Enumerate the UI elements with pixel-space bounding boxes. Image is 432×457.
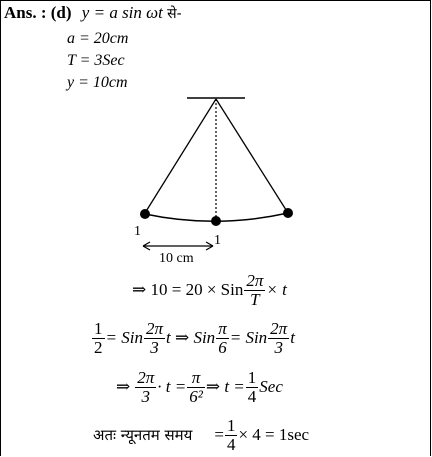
step1-frac-num: 2π <box>246 270 264 290</box>
step2-frac3-num: π <box>218 318 227 338</box>
step2-fraction-2 <box>144 320 165 357</box>
step2-frac4-den: 3 <box>274 337 283 357</box>
step1-pre: ⇒ 10 = 20 × Sin <box>132 280 244 299</box>
step3-frac2-num: π <box>187 369 205 388</box>
step2-frac4-num: 2π <box>270 318 288 338</box>
string-left <box>145 99 216 213</box>
distance-label: 10 cm <box>159 251 194 266</box>
string-right <box>216 99 288 213</box>
step3-res: ⇒ t = <box>205 377 245 396</box>
step2-t1: t ⇒ Sin <box>165 328 216 347</box>
step3-arrow: ⇒ <box>116 377 131 396</box>
step2-fraction-1 <box>92 320 105 357</box>
point-mid-label: 1 <box>214 233 221 248</box>
step2-eq-sin2: = Sin <box>229 328 268 347</box>
step3-frac3-num: 1 <box>247 367 257 387</box>
step2-frac2-den: 3 <box>150 337 159 357</box>
step2-eq-sin: = Sin <box>105 328 143 347</box>
step4-res: × 4 = 1sec <box>238 425 310 444</box>
step2-frac2-num: 2π <box>145 318 163 338</box>
step1-post: × t <box>266 280 287 299</box>
step-2 <box>91 317 295 359</box>
pendulum-figure <box>1 1 432 271</box>
step2-fraction-4 <box>268 320 289 357</box>
step3-fraction-1 <box>135 369 156 406</box>
point-left-label: 1 <box>134 224 141 239</box>
step4-fraction <box>225 417 238 454</box>
step2-t2: t <box>290 328 295 347</box>
step4-frac-den: 4 <box>226 434 236 454</box>
step-1 <box>132 269 287 311</box>
step3-frac3-den: 4 <box>247 386 257 406</box>
step2-frac1-den: 2 <box>94 337 103 357</box>
step3-unit: Sec <box>259 377 283 396</box>
step2-fraction-3 <box>216 320 229 357</box>
given-y: y = 10cm <box>67 74 128 91</box>
bob-right <box>283 208 293 218</box>
step3-frac1-den: 3 <box>141 386 151 406</box>
step2-frac3-den: 6 <box>218 337 227 357</box>
bob-left <box>140 209 150 219</box>
step4-hindi: अतः न्यूनतम समय <box>93 426 193 444</box>
step1-fraction <box>244 272 265 309</box>
bob-mean <box>211 216 221 226</box>
given-t: T = 3Sec <box>67 52 125 69</box>
given-a: a = 20cm <box>67 30 129 47</box>
step2-frac1-num: 1 <box>94 318 103 338</box>
step3-frac1-num: 2π <box>137 367 155 387</box>
step-4 <box>93 413 309 457</box>
step1-frac-den: T <box>250 289 260 309</box>
step3-frac2-den: 6² <box>189 386 203 406</box>
answer-equation: y = a sin ωt <box>81 3 163 22</box>
step4-frac-num: 1 <box>226 415 236 435</box>
step3-fraction-2 <box>187 369 205 406</box>
answer-suffix: से- <box>167 6 182 22</box>
step3-fraction-3 <box>246 369 259 406</box>
step3-mid: · t = <box>157 377 187 396</box>
step4-eq: = <box>214 425 224 444</box>
step-3 <box>116 366 283 408</box>
answer-label: Ans. : (d) <box>4 3 72 22</box>
